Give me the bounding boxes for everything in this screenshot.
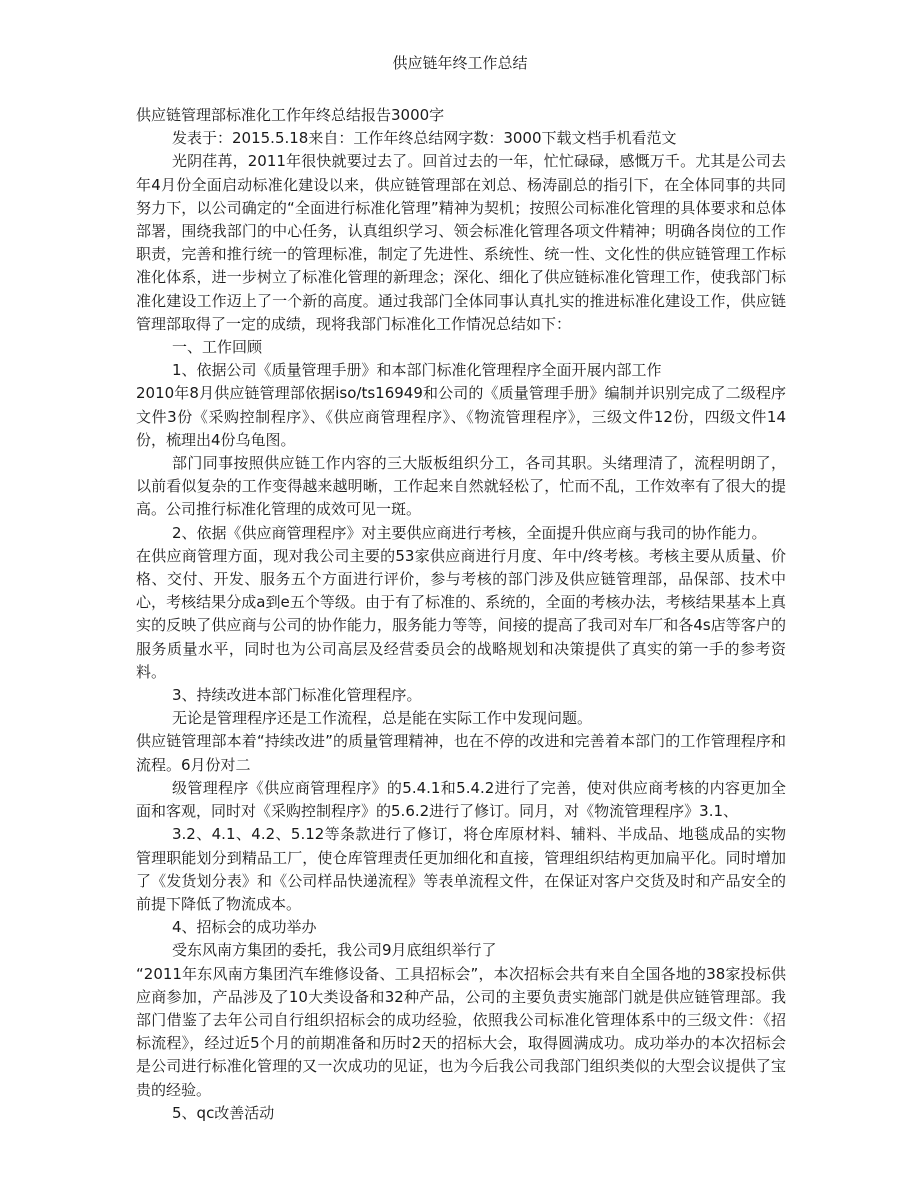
item-3-continued: 级管理程序《供应商管理程序》的5.4.1和5.4.2进行了完善，使对供应商考核的内容更加全面和客观，同时对《采购控制程序》的5.6.2进行了修订。同月，对《物流管理程序》3.1、: [136, 778, 786, 821]
item-4-heading: 4、招标会的成功举办: [172, 918, 317, 937]
item-4-paragraph: “2011年东风南方集团汽车维修设备、工具招标会”，本次招标会共有来自全国各地的38家投标供应商参加，产品涉及了10大类设备和32种产品，公司的主要负责实施部门就是供应链管理部。我部门借鉴了去年公司自行组织招标会的成功经验，依照我公司标准化管理体系中的三级文件：《招标流程》，经过近5个月的前期准备和历时2天的招标大会，取得圆满成功。成功举办的本次招标会是公司进行标准化管理的又一次成功的见证，也为今后我公司我部门组织类似的大型会议提供了宝贵的经验。: [136, 964, 786, 1099]
item-3-heading: 3、持续改进本部门标准化管理程序。: [172, 686, 422, 705]
item-1-paragraph: 2010年8月供应链管理部依据iso/ts16949和公司的《质量管理手册》编制并识别完成了二级程序文件3份《采购控制程序》、《供应商管理程序》、《物流管理程序》，三级文件12份，四级文件14份，梳理出4份乌龟图。: [136, 384, 786, 449]
item-2-heading: 2、依据《供应商管理程序》对主要供应商进行考核，全面提升供应商与我司的协作能力。: [172, 523, 767, 542]
report-heading: 供应链管理部标准化工作年终总结报告3000字: [136, 106, 445, 124]
item-1-result-paragraph: 部门同事按照供应链工作内容的三大版板组织分工，各司其职。头绪理清了，流程明朗了，以前看似复杂的工作变得越来越明晰，工作起来自然就轻松了，忙而不乱，工作效率有了很大的提高。公司推行标准化管理的成效可见一斑。: [136, 454, 786, 519]
item-1-heading: 1、依据公司《质量管理手册》和本部门标准化管理程序全面开展内部工作: [172, 361, 662, 380]
item-3-lead: 无论是管理程序还是工作流程，总是能在实际工作中发现问题。: [172, 709, 593, 728]
publish-info-line: 发表于：2015.5.18来自：工作年终总结网字数：3000下载文档手机看范文: [172, 129, 677, 148]
document-title: 供应链年终工作总结: [392, 54, 528, 72]
document-body: [136, 104, 786, 1125]
item-3-details: 3.2、4.1、4.2、5.12等条款进行了修订，将仓库原材料、辅料、半成品、地毯成品的实物管理职能划分到精品工厂，使仓库管理责任更加细化和直接，管理组织结构更加扁平化。同时增加了《发货划分表》和《公司样品快递流程》等表单流程文件，在保证对客户交货及时和产品安全的前提下降低了物流成本。: [136, 825, 786, 913]
section-heading-review: 一、工作回顾: [172, 338, 263, 357]
item-3-paragraph: 供应链管理部本着“持续改进”的质量管理精神，也在不停的改进和完善着本部门的工作管理程序和流程。6月份对二: [136, 732, 786, 774]
intro-paragraph: 光阴荏苒，2011年很快就要过去了。回首过去的一年，忙忙碌碌，感慨万千。尤其是公司去年4月份全面启动标准化建设以来，供应链管理部在刘总、杨涛副总的指引下，在全体同事的共同努力下，以公司确定的“全面进行标准化管理”精神为契机；按照公司标准化管理的具体要求和总体部署，围绕我部门的中心任务，认真组织学习、领会标准化管理各项文件精神；明确各岗位的工作职责，完善和推行统一的管理标准，制定了先进性、系统性、统一性、文化性的供应链管理工作标准化体系，进一步树立了标准化管理的新理念；深化、细化了供应链标准化管理工作，使我部门标准化建设工作迈上了一个新的高度。通过我部门全体同事认真扎实的推进标准化建设工作，供应链管理部取得了一定的成绩，现将我部门标准化工作情况总结如下：: [136, 152, 786, 333]
item-5-heading: 5、qc改善活动: [172, 1103, 275, 1122]
item-2-paragraph: 在供应商管理方面，现对我公司主要的53家供应商进行月度、年中/终考核。考核主要从质量、价格、交付、开发、服务五个方面进行评价，参与考核的部门涉及供应链管理部，品保部、技术中心，考核结果分成a到e五个等级。由于有了标准的、系统的，全面的考核办法，考核结果基本上真实的反映了供应商与公司的协作能力，服务能力等等，间接的提高了我司对车厂和各4s店等客户的服务质量水平，同时也为公司高层及经营委员会的战略规划和决策提供了真实的第一手的参考资料。: [136, 546, 786, 681]
item-4-lead: 受东风南方集团的委托，我公司9月底组织举行了: [172, 941, 497, 960]
